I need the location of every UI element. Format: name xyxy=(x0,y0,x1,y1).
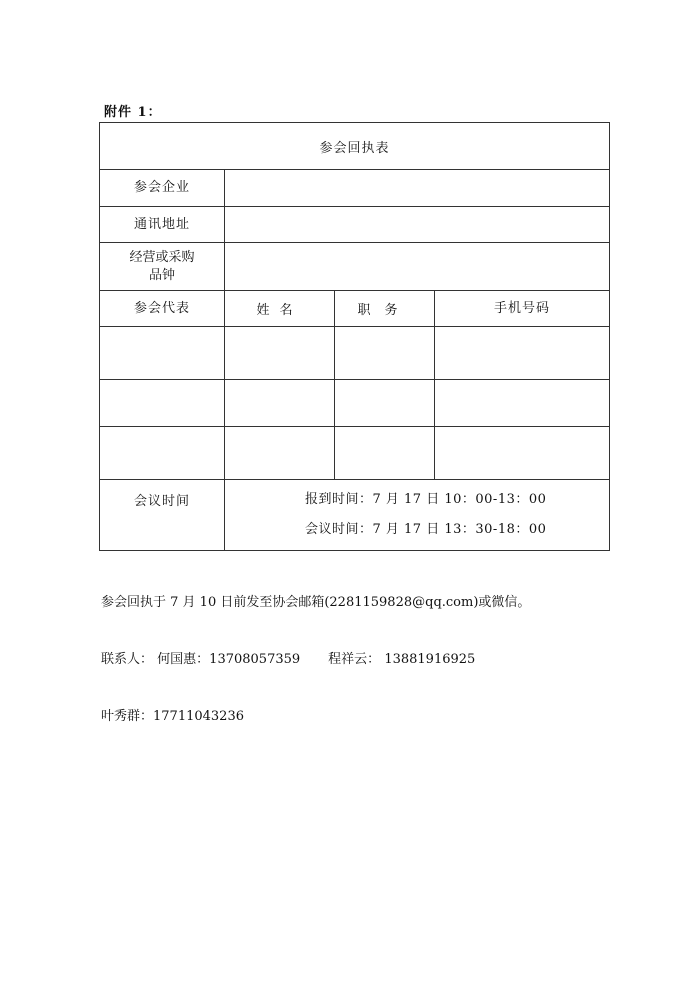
products-label xyxy=(100,243,225,291)
position-header: 职务 xyxy=(335,291,435,327)
contact-phone: 13881916925 xyxy=(384,652,476,667)
name-header: 姓名 xyxy=(225,291,335,327)
deadline-note: 参会回执于 7 月 10 日前发至协会邮箱(2281159828@qq.com)或微信。 xyxy=(101,595,531,610)
position-cell[interactable] xyxy=(335,427,435,480)
contact-phone: 17711043236 xyxy=(153,709,244,724)
products-label-line2: 品钟 xyxy=(148,267,175,283)
phone-cell[interactable] xyxy=(435,327,610,380)
contacts-line-2 xyxy=(101,707,530,726)
position-cell[interactable] xyxy=(335,380,435,427)
contact-name: 叶秀群： xyxy=(101,709,154,724)
registration-time: 报到时间：7 月 17 日 10：00-13：00 xyxy=(305,492,547,507)
name-cell[interactable] xyxy=(225,380,335,427)
table-row xyxy=(100,427,610,480)
footer-notes xyxy=(101,555,530,745)
address-field[interactable] xyxy=(225,207,610,243)
phone-cell[interactable] xyxy=(435,427,610,480)
address-label: 通讯地址 xyxy=(100,207,225,243)
registration-receipt-table xyxy=(99,122,610,551)
meeting-time-details xyxy=(225,480,610,551)
name-cell[interactable] xyxy=(225,327,335,380)
representative-cell[interactable] xyxy=(100,327,225,380)
contact-name: 何国惠： xyxy=(157,652,210,667)
attachment-label: 附件 1： xyxy=(104,105,162,120)
products-field[interactable] xyxy=(225,243,610,291)
meeting-time: 会议时间：7 月 17 日 13：30-18：00 xyxy=(305,522,547,537)
position-cell[interactable] xyxy=(335,327,435,380)
name-cell[interactable] xyxy=(225,427,335,480)
representative-cell[interactable] xyxy=(100,427,225,480)
contacts-line xyxy=(101,650,530,669)
company-field[interactable] xyxy=(225,170,610,207)
products-label-line1: 经营或采购 xyxy=(129,249,195,265)
representative-cell[interactable] xyxy=(100,380,225,427)
phone-header: 手机号码 xyxy=(435,291,610,327)
contact-phone: 13708057359 xyxy=(209,652,301,667)
table-row xyxy=(100,380,610,427)
contact-label: 联系人： xyxy=(101,652,154,667)
meeting-time-label: 会议时间 xyxy=(100,480,225,551)
table-title: 参会回执表 xyxy=(100,123,610,170)
table-row xyxy=(100,327,610,380)
contact-name: 程祥云： xyxy=(328,652,381,667)
phone-cell[interactable] xyxy=(435,380,610,427)
representative-header: 参会代表 xyxy=(100,291,225,327)
company-label: 参会企业 xyxy=(100,170,225,207)
